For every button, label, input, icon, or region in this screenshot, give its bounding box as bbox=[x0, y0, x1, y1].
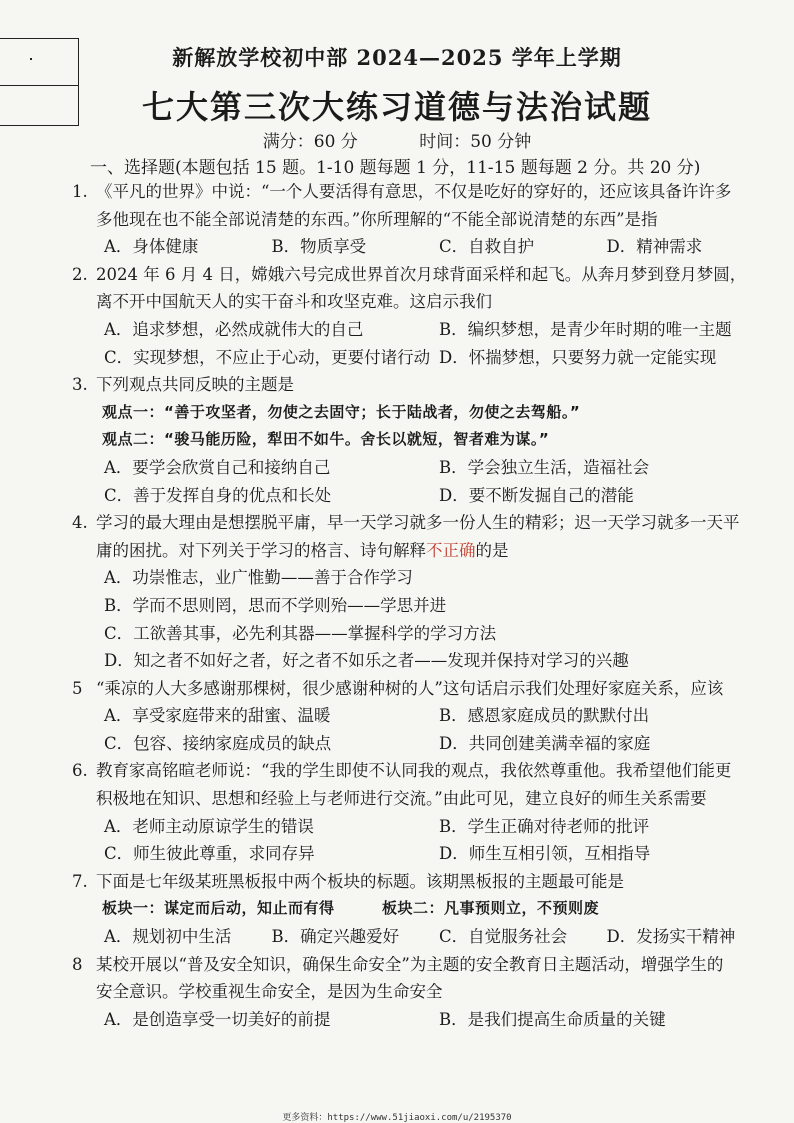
option-b[interactable]: B．学而不思则罔，思而不学则殆——学思并进 bbox=[104, 595, 447, 615]
question-stem: 多他现在也不能全部说清楚的东西。”你所理解的“不能全部说清楚的东西”是指 bbox=[96, 209, 658, 229]
question-stem: 6. 教育家高铭暄老师说：“我的学生即使不认同我的观点，我依然尊重他。我希望他们能更 bbox=[96, 757, 774, 785]
question-1 bbox=[72, 178, 774, 261]
question-stem: 5 “乘凉的人大多感谢那棵树，很少感谢种树的人”这句话启示我们处理好家庭关系，应该 bbox=[96, 675, 774, 703]
board-1-text: 谋定而后动，知止而有得 bbox=[164, 899, 335, 918]
question-stem: 7. 下面是七年级某班黑板报中两个板块的标题。该期黑板报的主题最可能是 bbox=[96, 868, 774, 896]
board-titles bbox=[96, 895, 774, 923]
option-c[interactable]: C．包容、接纳家庭成员的缺点 bbox=[104, 733, 332, 753]
footer-link[interactable]: 更多资料：https://www.51jiaoxi.com/u/2195370 bbox=[282, 1113, 512, 1123]
question-6 bbox=[72, 757, 774, 867]
option-d[interactable]: D．发扬实干精神 bbox=[606, 927, 736, 947]
option-b[interactable]: B．是我们提高生命质量的关键 bbox=[439, 1009, 666, 1029]
option-a[interactable]: A．追求梦想，必然成就伟大的自己 bbox=[104, 319, 364, 339]
full-score: 满分：60 分 bbox=[262, 132, 358, 152]
options bbox=[96, 454, 774, 509]
exam-time: 时间：50 分钟 bbox=[419, 132, 532, 152]
section-heading: 一、选择题(本题包括 15 题。1-10 题每题 1 分，11-15 题每题 2 分。共 20 分) bbox=[90, 158, 701, 178]
question-2 bbox=[72, 261, 774, 371]
question-stem: 安全意识。学校重视生命安全，是因为生命安全 bbox=[96, 982, 443, 1002]
question-4 bbox=[72, 509, 774, 675]
options bbox=[96, 813, 774, 868]
option-c[interactable]: C．工欲善其事，必先利其器——掌握科学的学习方法 bbox=[104, 623, 497, 643]
option-a[interactable]: A．功崇惟志，业广惟勤——善于合作学习 bbox=[104, 568, 413, 588]
options bbox=[96, 564, 774, 674]
option-a[interactable]: A．要学会欣赏自己和接纳自己 bbox=[104, 457, 331, 477]
emphasis-not-correct: 不正确 bbox=[426, 540, 476, 560]
exam-meta bbox=[0, 127, 794, 152]
question-stem: 1. 《平凡的世界》中说：“一个人要活得有意思，不仅是吃好的穿好的，还应该具备许许多 bbox=[96, 178, 774, 206]
option-d[interactable]: D．知之者不如好之者，好之者不如乐之者——发现并保持对学习的兴趣 bbox=[104, 651, 629, 671]
question-number: 1. bbox=[72, 182, 88, 201]
question-stem: 8 某校开展以“普及安全知识，确保生命安全”为主题的安全教育日主题活动，增强学生的 bbox=[96, 951, 774, 979]
options bbox=[96, 233, 774, 261]
board-2-label: 板块二： bbox=[382, 899, 445, 918]
question-stem: 4. 学习的最大理由是想摆脱平庸，早一天学习就多一份人生的精彩；迟一天学习就多一天平 bbox=[96, 509, 774, 537]
question-list bbox=[72, 178, 774, 1033]
question-number: 2. bbox=[72, 264, 88, 284]
viewpoint-1: 观点一：“善于攻坚者，勿使之去固守；长于陆战者，勿使之去驾船。” bbox=[102, 402, 581, 421]
question-stem: 积极地在知识、思想和经验上与老师进行交流。”由此可见，建立良好的师生关系需要 bbox=[96, 789, 707, 809]
question-number: 7. bbox=[72, 871, 88, 891]
option-c[interactable]: C．自救自护 bbox=[439, 237, 535, 257]
option-a[interactable]: A．享受家庭带来的甜蜜、温暖 bbox=[104, 706, 331, 726]
option-a[interactable]: A．是创造享受一切美好的前提 bbox=[104, 1009, 331, 1029]
option-b[interactable]: B．确定兴趣爱好 bbox=[271, 927, 400, 947]
option-d[interactable]: D．师生互相引领，互相指导 bbox=[439, 844, 651, 864]
question-stem: 庸的困扰。对下列关于学习的格言、诗句解释不正确的是 bbox=[96, 540, 509, 560]
option-d[interactable]: D．要不断发掘自己的潜能 bbox=[439, 485, 634, 505]
question-stem: 3. 下列观点共同反映的主题是 bbox=[96, 371, 774, 399]
option-c[interactable]: C．师生彼此尊重，求同存异 bbox=[104, 844, 315, 864]
question-stem: 2. 2024 年 6 月 4 日，嫦娥六号完成世界首次月球背面采样和起飞。从奔月梦到登月梦圆， bbox=[96, 261, 774, 289]
option-b[interactable]: B．学生正确对待老师的批评 bbox=[439, 816, 650, 836]
option-b[interactable]: B．感恩家庭成员的默默付出 bbox=[439, 706, 650, 726]
option-c[interactable]: C．自觉服务社会 bbox=[439, 927, 568, 947]
exam-title: 七大第三次大练习道德与法治试题 bbox=[141, 88, 652, 126]
option-d[interactable]: D．怀揣梦想，只要努力就一定能实现 bbox=[439, 347, 717, 367]
question-number: 8 bbox=[72, 954, 83, 974]
options bbox=[96, 316, 774, 371]
question-stem: 离不开中国航天人的实干奋斗和攻坚克难。这启示我们 bbox=[96, 292, 492, 312]
option-d[interactable]: D．精神需求 bbox=[606, 237, 703, 257]
option-b[interactable]: B．物质享受 bbox=[271, 237, 367, 257]
board-1-label: 板块一： bbox=[102, 899, 165, 918]
option-b[interactable]: B．学会独立生活，造福社会 bbox=[439, 457, 650, 477]
question-5 bbox=[72, 675, 774, 758]
option-b[interactable]: B．编织梦想，是青少年时期的唯一主题 bbox=[439, 319, 732, 339]
question-number: 4. bbox=[72, 513, 88, 533]
question-number: 6. bbox=[72, 761, 88, 781]
question-number: 5 bbox=[72, 678, 83, 698]
option-d[interactable]: D．共同创建美满幸福的家庭 bbox=[439, 733, 651, 753]
question-8 bbox=[72, 951, 774, 1034]
option-c[interactable]: C．善于发挥自身的优点和长处 bbox=[104, 485, 332, 505]
option-c[interactable]: C．实现梦想，不应止于心动，更要付诸行动 bbox=[104, 347, 431, 367]
options bbox=[96, 1006, 774, 1034]
board-2-text: 凡事预则立，不预则废 bbox=[444, 899, 600, 918]
options bbox=[96, 702, 774, 757]
viewpoint-2: 观点二：“骏马能历险，犁田不如牛。舍长以就短，智者难为谋。” bbox=[102, 430, 550, 449]
question-number: 3. bbox=[72, 375, 88, 395]
school-line: 新解放学校初中部 2024—2025 学年上学期 bbox=[172, 45, 622, 70]
question-3 bbox=[72, 371, 774, 509]
options bbox=[96, 923, 774, 951]
option-a[interactable]: A．规划初中生活 bbox=[104, 927, 232, 947]
option-a[interactable]: A．身体健康 bbox=[104, 237, 199, 257]
option-a[interactable]: A．老师主动原谅学生的错误 bbox=[104, 816, 314, 836]
question-7 bbox=[72, 868, 774, 951]
